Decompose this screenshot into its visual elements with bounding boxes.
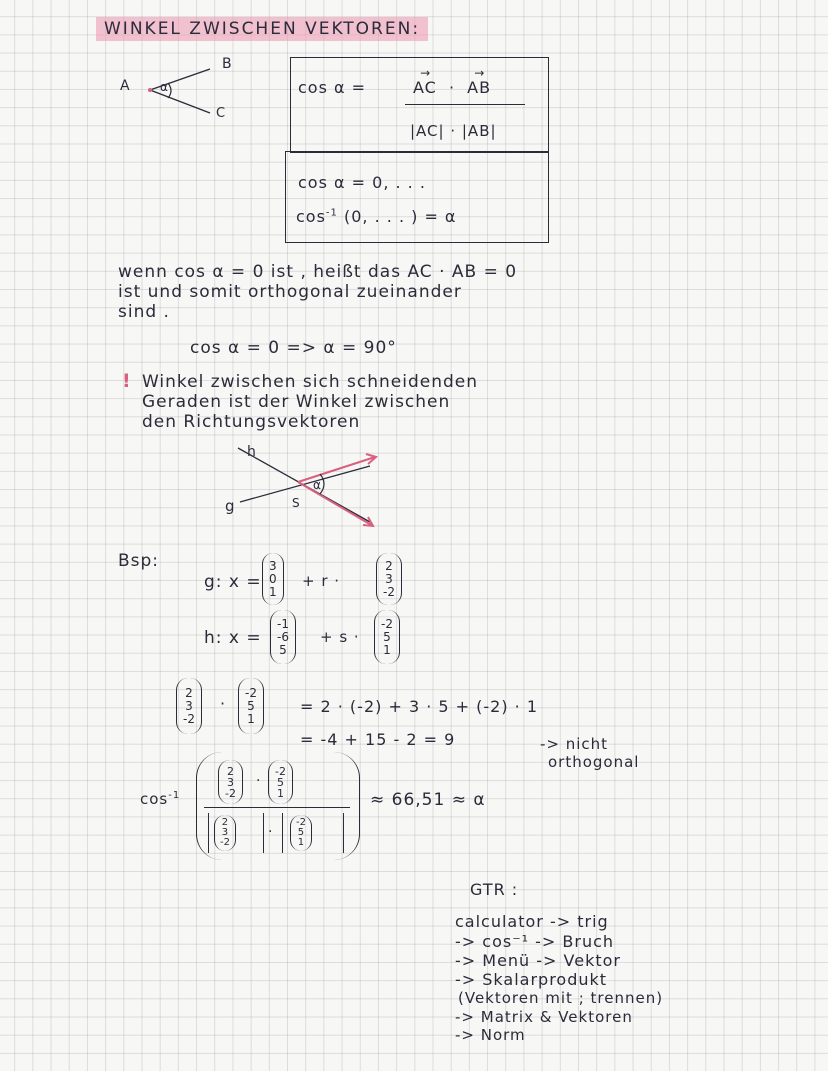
arccos-line-2 xyxy=(296,207,456,226)
formula-denominator: |AC| · |AB| xyxy=(410,122,497,140)
point-c-label: C xyxy=(216,106,227,121)
vec-entry: 2 xyxy=(226,764,234,778)
line-g-label: g xyxy=(225,497,236,515)
cos-inv-text: cos xyxy=(140,790,169,808)
gtr-item: (Vektoren mit ; trennen) xyxy=(458,989,664,1007)
gtr-item: -> Menü -> Vektor xyxy=(455,951,621,970)
dot-product-line-2: = -4 + 15 - 2 = 9 xyxy=(300,730,456,749)
explanation-line-1: wenn cos α = 0 ist , heißt das AC · AB = 0 xyxy=(118,262,518,282)
vec-entry: 0 xyxy=(269,571,277,586)
vec-entry: 3 xyxy=(226,775,234,789)
vec-entry: 3 xyxy=(269,558,277,573)
vec-entry: 1 xyxy=(247,711,255,726)
vec-entry: 5 xyxy=(276,775,284,789)
vec-entry: 5 xyxy=(383,629,391,644)
example-label: Bsp: xyxy=(118,551,160,571)
point-a-label: A xyxy=(120,78,131,94)
note-line-3: den Richtungsvektoren xyxy=(142,412,361,432)
cos-inverse-label xyxy=(140,790,180,808)
vec-entry: 2 xyxy=(185,685,193,700)
point-b-label: B xyxy=(222,56,233,72)
vec-entry: 1 xyxy=(276,786,284,800)
cos-inv-sup: -1 xyxy=(168,790,181,801)
vec-entry: -2 xyxy=(183,711,195,726)
vec-entry: -6 xyxy=(277,629,289,644)
formula-lhs: cos α = xyxy=(298,78,367,97)
vec-entry: 3 xyxy=(185,698,193,713)
vec-entry: 5 xyxy=(297,827,305,838)
h-param: + s · xyxy=(320,628,360,646)
dot-operator: · xyxy=(220,694,227,713)
den-vector-1 xyxy=(214,815,236,851)
vec-entry: 2 xyxy=(221,817,229,828)
gtr-item: -> Matrix & Vektoren xyxy=(455,1008,633,1026)
vec-entry: -2 xyxy=(225,786,236,800)
line-h-label: h xyxy=(247,444,257,460)
vec-entry: 1 xyxy=(269,584,277,599)
note-line-2: Geraden ist der Winkel zwischen xyxy=(142,392,451,412)
page-title: WINKEL ZWISCHEN VEKTOREN: xyxy=(96,17,428,41)
formula-numerator: → AC · → AB xyxy=(413,78,491,97)
result-90-degrees: cos α = 0 => α = 90° xyxy=(190,338,397,358)
gtr-item: -> Norm xyxy=(455,1026,526,1044)
num-dot: · xyxy=(256,773,262,789)
g-support-vector xyxy=(262,553,284,605)
vec-entry: -2 xyxy=(383,584,395,599)
h-direction-vector xyxy=(374,610,400,664)
vec-entry: 1 xyxy=(383,642,391,657)
vec-entry: -1 xyxy=(277,616,289,631)
dot-vector-1 xyxy=(176,678,202,734)
not-orthogonal-note-2: orthogonal xyxy=(548,753,640,771)
h-equation-prefix: h: x = xyxy=(204,628,262,648)
den-dot: · xyxy=(268,824,274,840)
num-vector-2 xyxy=(268,760,293,804)
vec-entry: 5 xyxy=(279,642,287,657)
not-orthogonal-note-1: -> nicht xyxy=(540,735,609,753)
vec-entry: 1 xyxy=(297,837,305,848)
gtr-item: -> cos⁻¹ -> Bruch xyxy=(455,932,615,951)
note-line-1: Winkel zwischen sich schneidenden xyxy=(142,372,479,392)
vec-entry: -2 xyxy=(296,817,306,828)
intersection-s-label: S xyxy=(292,496,301,510)
vec-entry: -2 xyxy=(220,837,230,848)
dot-vector-2 xyxy=(238,678,264,734)
cos-text: cos xyxy=(296,207,326,226)
inverse-sup: -1 xyxy=(325,207,338,219)
g-direction-vector xyxy=(376,553,402,605)
angle-result: ≈ 66,51 ≈ α xyxy=(370,790,486,810)
vec-entry: 3 xyxy=(221,827,229,838)
explanation-line-3: sind . xyxy=(118,302,170,322)
vec-entry: 5 xyxy=(247,698,255,713)
note-mark: ! xyxy=(122,370,132,392)
arccos-line-1: cos α = 0, . . . xyxy=(298,173,426,192)
arccos-argument: (0, . . . ) = α xyxy=(344,207,457,226)
gtr-heading: GTR : xyxy=(470,880,519,899)
dot-product-line-1: = 2 · (-2) + 3 · 5 + (-2) · 1 xyxy=(300,697,539,716)
explanation-line-2: ist und somit orthogonal zueinander xyxy=(118,282,462,302)
g-equation-prefix: g: x = xyxy=(204,572,262,592)
vec-entry: -2 xyxy=(245,685,257,700)
gtr-item: -> Skalarprodukt xyxy=(455,970,608,989)
h-support-vector xyxy=(270,610,296,664)
alpha-label-1: α xyxy=(160,80,169,94)
arccos-box xyxy=(285,151,549,243)
vector-ab: → AB xyxy=(467,78,491,97)
angle-fraction-bar xyxy=(204,807,350,808)
g-param: + r · xyxy=(302,572,341,590)
num-vector-1 xyxy=(218,760,243,804)
fraction-bar xyxy=(405,104,525,105)
vec-entry: 3 xyxy=(385,571,393,586)
vec-entry: 2 xyxy=(385,558,393,573)
den-vector-2 xyxy=(290,815,312,851)
vec-entry: -2 xyxy=(275,764,286,778)
alpha-label-2: α xyxy=(313,478,322,492)
vector-ac: → AC xyxy=(413,78,437,97)
gtr-item: calculator -> trig xyxy=(455,912,609,931)
vec-entry: -2 xyxy=(381,616,393,631)
